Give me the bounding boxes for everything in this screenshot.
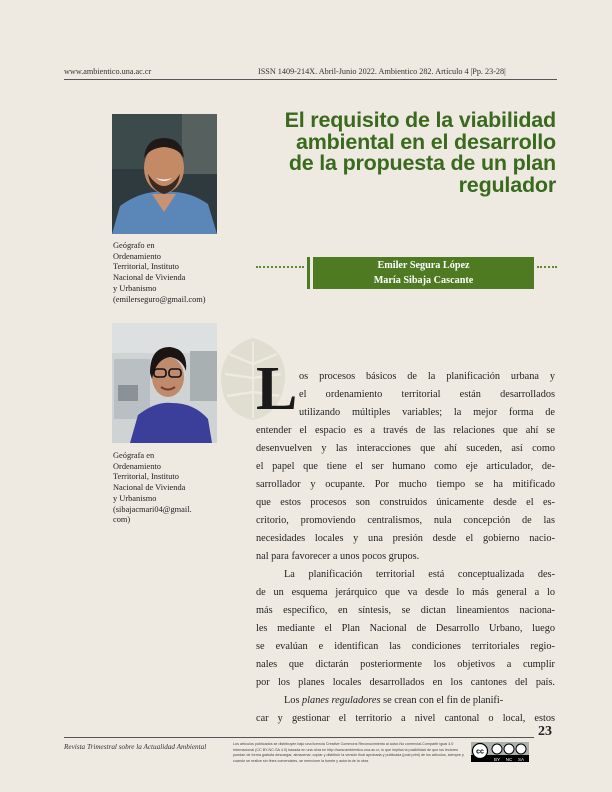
author-bio-1 <box>113 241 228 305</box>
body-line: por los planes locales desarrollados en los cantones del país. <box>256 677 555 688</box>
drop-cap: L <box>256 355 298 423</box>
by-person-icon <box>492 744 502 754</box>
sa-share-icon <box>516 744 526 754</box>
bio-line: y Urbanismo <box>113 283 157 293</box>
page-number: 23 <box>538 724 552 739</box>
header-issn: ISSN 1409-214X. Abril-Junio 2022. Ambientico 282. Artículo 4 |Pp. 23-28| <box>258 67 506 76</box>
author-photo-female <box>112 323 217 443</box>
body-line: critorio, promoviendo centralismos, nula concepción de las <box>256 515 555 526</box>
body-line: necesidades locales y una presión desde el gobierno nacio- <box>256 533 555 544</box>
body-line: se evalúan e identifican las condiciones territoriales regio- <box>256 641 555 652</box>
cc-label-by: BY <box>493 757 501 762</box>
bio-line: Ordenamiento <box>113 251 161 261</box>
bio-line: Nacional de Vivienda <box>113 273 186 283</box>
body-line: nal para favorecer a unos pocos grupos. <box>256 551 420 562</box>
body-line: que estos procesos son construidos únicamente desde el es- <box>256 497 555 508</box>
body-line: el papel que tiene el ser humano como eje articulador, de- <box>256 461 555 472</box>
bio-line: Territorial, Instituto <box>113 262 179 272</box>
body-line: utilizando múltiples variables; la mejor forma de <box>299 407 555 418</box>
cc-text: cc <box>476 748 484 756</box>
bio-line: Geógrafa en <box>113 451 155 460</box>
author-name-1: Emiler Segura López <box>377 260 470 271</box>
footer-rule <box>64 737 534 738</box>
body-line-p3 <box>256 692 555 710</box>
body-line: desenvuelven y las interacciones que ahí suceden, así como <box>256 443 555 454</box>
body-line: de un esquema jerárquico que va desde lo más general a lo <box>256 587 555 598</box>
body-line: sarrollador y ocupante. Por mucho tiempo se ha mitificado <box>256 479 555 490</box>
title-line: de la propuesta de un plan <box>288 151 556 175</box>
body-italic-term: planes reguladores <box>302 695 381 706</box>
author-photo-male <box>112 114 217 234</box>
body-line: nales que dictarán posteriormente los objetivos a cumplir <box>256 659 555 670</box>
body-line: os procesos básicos de la planificación urbana y <box>299 371 555 382</box>
article-title <box>240 110 556 196</box>
title-line: regulador <box>458 172 556 197</box>
bio-email: (emilerseguro@gmail.com) <box>113 294 206 304</box>
bio-line: Territorial, Instituto <box>113 472 179 482</box>
bio-email: com) <box>113 515 131 525</box>
title-line: El requisito de la viabilidad <box>284 108 556 132</box>
dotted-rule-right <box>537 266 557 268</box>
body-line: el ordenamiento territorial están desarrollados <box>299 389 555 400</box>
body-text: se crean con el fin de planifi- <box>383 695 504 706</box>
bio-line: Ordenamiento <box>113 461 161 471</box>
body-line: entender el espacio es a través de las relaciones que ahí se <box>256 425 555 436</box>
body-line: car y gestionar el territorio a nivel cantonal o local, estos <box>256 713 555 724</box>
footer-journal-name: Revista Trimestral sobre la Actualidad Ambiental <box>64 743 207 751</box>
nc-dollar-icon <box>504 744 514 754</box>
bio-line: y Urbanismo <box>113 493 157 503</box>
bio-email: (sibajacmari04@gmail. <box>113 504 192 514</box>
bio-line: Geógrafo en <box>113 241 155 250</box>
header-website: www.ambientico.una.ac.cr <box>64 67 152 76</box>
header-rule <box>64 79 557 80</box>
body-text: Los <box>284 695 303 706</box>
body-line: les mediante el Plan Nacional de Desarrollo Urbano, luego <box>256 623 555 634</box>
title-line: ambiental en el desarrollo <box>295 129 556 154</box>
body-line: La planificación territorial está conceptualizada des- <box>284 569 555 580</box>
cc-license-badge[interactable] <box>471 742 529 767</box>
dotted-rule-left <box>256 266 304 268</box>
author-name-2: María Sibaja Cascante <box>373 275 474 286</box>
cc-label-nc: NC <box>505 757 513 762</box>
body-line: más específico, en síntesis, se dictan lineamientos naciona- <box>256 605 555 616</box>
bio-line: Nacional de Vivienda <box>113 483 186 493</box>
author-bio-2 <box>113 451 228 526</box>
footer-license-text: Los artículos publicados se distribuyen bajo una licencia Creative Commons Reconocimiento al autor-No comercial-Compartir igual 4.0 Internacional (CC BY-NC-SA 4.0) basada en una obra en http://www.ambientico.una.ac.cr, lo que implica la posibilidad de que los lectores puedan de forma gratuita descargar, almacenar, copiar y distribuir la versión final aprobada y publicada (post print) de los artículos, siempre y cuando se realice sin fines comerciales, se mencione la fuente y autoría de la obra. <box>233 742 464 763</box>
author-band-accent <box>307 257 310 289</box>
cc-label-sa: SA <box>517 757 525 762</box>
